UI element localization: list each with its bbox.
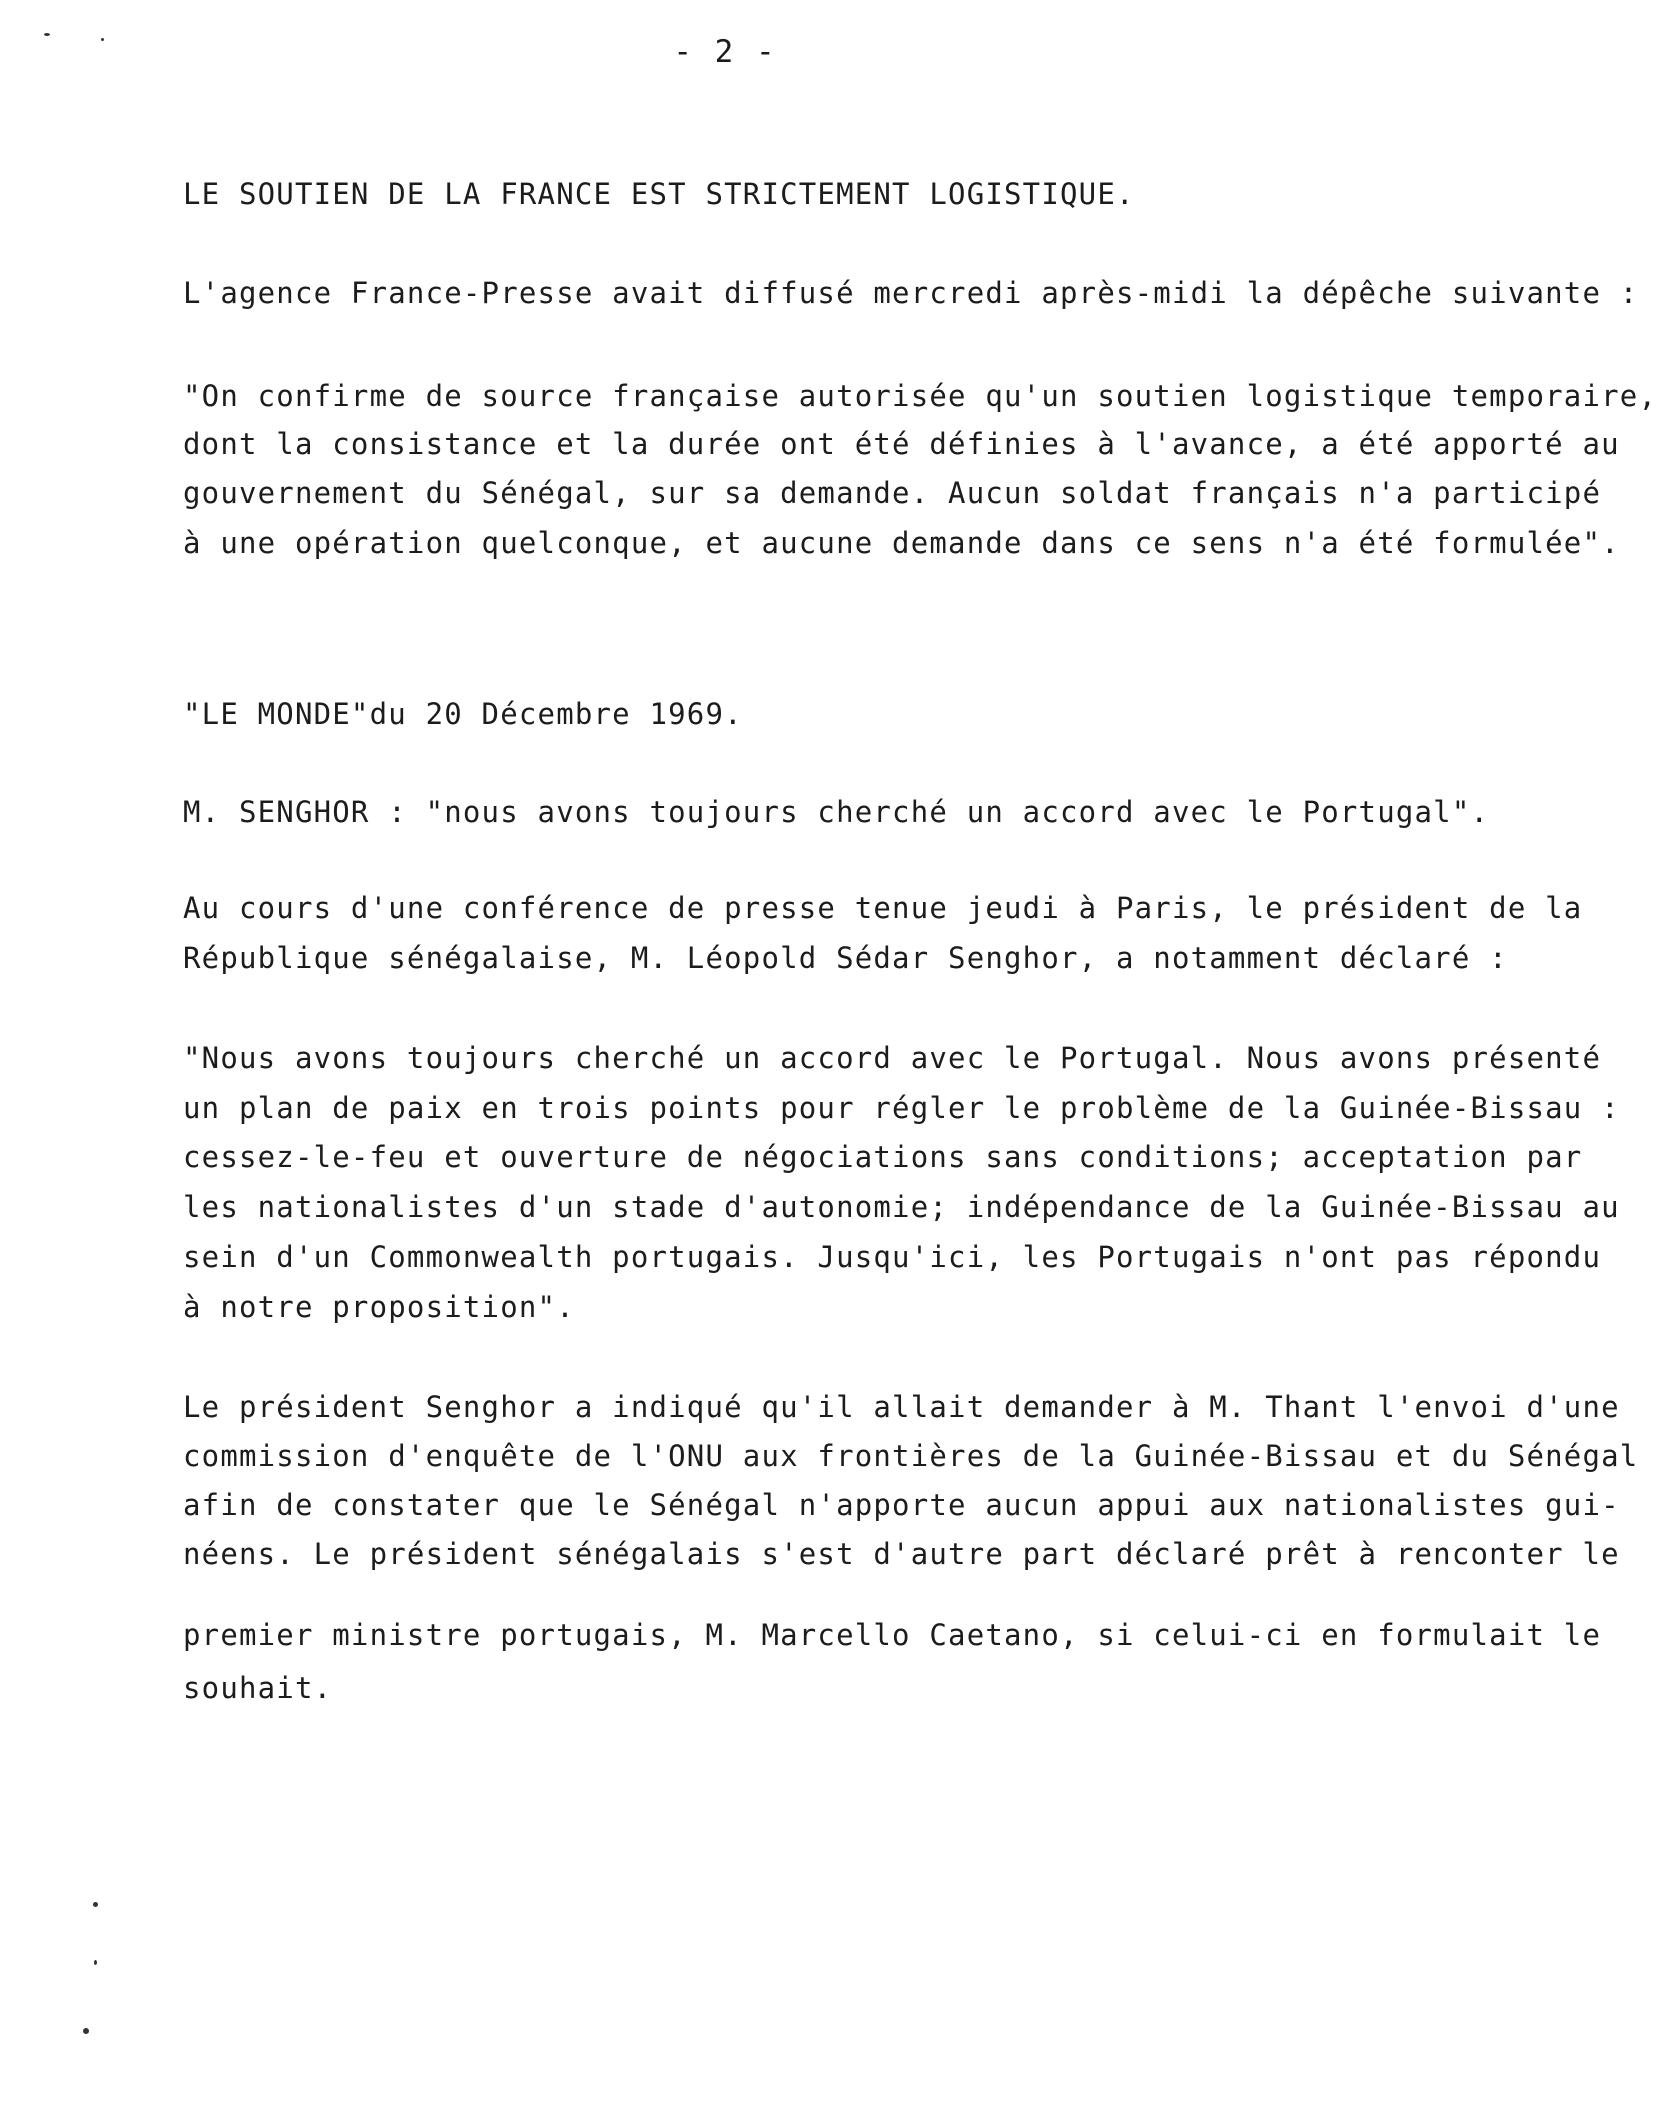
dispatch-quote-line: à une opération quelconque, et aucune demande dans ce sens n'a été formulée". (183, 526, 1620, 560)
closing-paragraph-line: Le président Senghor a indiqué qu'il allait demander à M. Thant l'envoi d'une (183, 1390, 1620, 1424)
newspaper-source: "LE MONDE"du 20 Décembre 1969. (183, 697, 743, 731)
closing-paragraph-line: commission d'enquête de l'ONU aux frontières de la Guinée-Bissau et du Sénégal (183, 1439, 1639, 1473)
page-number: - 2 - (673, 34, 777, 70)
dispatch-quote-line: gouvernement du Sénégal, sur sa demande. Aucun soldat français n'a participé (183, 476, 1602, 510)
closing-paragraph-line: souhait. (183, 1671, 333, 1705)
scan-speck (83, 2028, 89, 2034)
senghor-quote-line: "Nous avons toujours cherché un accord avec le Portugal. Nous avons présenté (183, 1041, 1602, 1075)
scan-speck (101, 38, 104, 41)
dispatch-quote-line: dont la consistance et la durée ont été définies à l'avance, a été apporté au (183, 427, 1620, 461)
senghor-quote-line: à notre proposition". (183, 1290, 575, 1324)
section-heading: LE SOUTIEN DE LA FRANCE EST STRICTEMENT LOGISTIQUE. (183, 177, 1135, 211)
scan-speck (93, 1902, 98, 1907)
article-intro-line: Au cours d'une conférence de presse tenue jeudi à Paris, le président de la (183, 891, 1583, 925)
closing-paragraph-line: premier ministre portugais, M. Marcello Caetano, si celui-ci en formulait le (183, 1618, 1602, 1652)
senghor-quote-line: sein d'un Commonwealth portugais. Jusqu'ici, les Portugais n'ont pas répondu (183, 1240, 1602, 1274)
closing-paragraph-line: afin de constater que le Sénégal n'apporte aucun appui aux nationalistes gui- (183, 1488, 1620, 1522)
article-intro-line: République sénégalaise, M. Léopold Sédar Senghor, a notamment déclaré : (183, 941, 1508, 975)
senghor-quote-line: cessez-le-feu et ouverture de négociations sans conditions; acceptation par (183, 1140, 1583, 1174)
dispatch-quote-line: "On confirme de source française autorisée qu'un soutien logistique temporaire, (183, 379, 1658, 413)
senghor-quote-line: les nationalistes d'un stade d'autonomie; indépendance de la Guinée-Bissau au (183, 1190, 1620, 1224)
senghor-quote-line: un plan de paix en trois points pour régler le problème de la Guinée-Bissau : (183, 1091, 1620, 1125)
closing-paragraph-line: néens. Le président sénégalais s'est d'autre part déclaré prêt à renconter le (183, 1537, 1620, 1571)
dispatch-intro: L'agence France-Presse avait diffusé mercredi après-midi la dépêche suivante : (183, 276, 1639, 310)
article-title: M. SENGHOR : "nous avons toujours cherché un accord avec le Portugal". (183, 795, 1490, 829)
scan-speck (44, 33, 50, 36)
scan-speck (94, 1960, 97, 1965)
